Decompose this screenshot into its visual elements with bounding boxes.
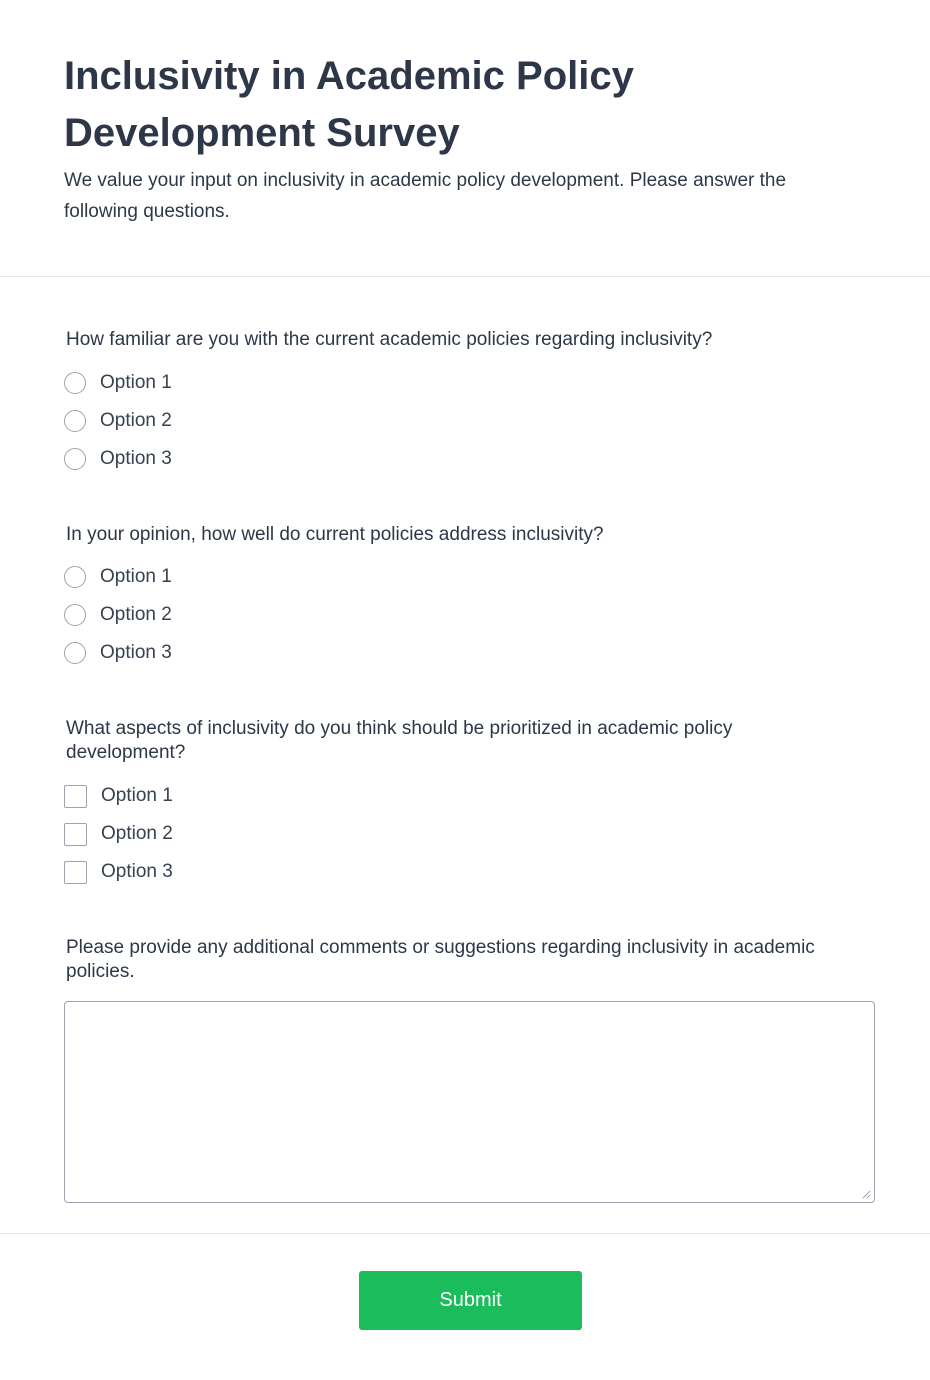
option-label: Option 2 bbox=[101, 823, 173, 844]
option-label: Option 3 bbox=[100, 642, 172, 663]
option-label: Option 2 bbox=[100, 604, 172, 625]
q2-option-1[interactable] bbox=[64, 564, 172, 590]
footer-divider bbox=[0, 1233, 930, 1234]
q3-option-3[interactable] bbox=[64, 859, 173, 885]
q1-option-1[interactable] bbox=[64, 370, 172, 396]
radio-button[interactable] bbox=[64, 642, 86, 664]
checkbox[interactable] bbox=[64, 823, 87, 846]
page-title: Inclusivity in Academic Policy Development Survey bbox=[64, 54, 634, 155]
submit-button[interactable]: Submit bbox=[359, 1271, 582, 1330]
checkbox[interactable] bbox=[64, 861, 87, 884]
comments-textarea[interactable] bbox=[64, 1001, 875, 1203]
option-label: Option 3 bbox=[101, 861, 173, 882]
q2-option-3[interactable] bbox=[64, 640, 172, 666]
question-2-text: In your opinion, how well do current policies address inclusivity? bbox=[66, 524, 604, 545]
radio-button[interactable] bbox=[64, 448, 86, 470]
option-label: Option 1 bbox=[101, 785, 173, 806]
radio-button[interactable] bbox=[64, 604, 86, 626]
option-label: Option 1 bbox=[100, 372, 172, 393]
q1-option-2[interactable] bbox=[64, 408, 172, 434]
option-label: Option 3 bbox=[100, 448, 172, 469]
question-4-text: Please provide any additional comments or suggestions regarding inclusivity in academic policies. bbox=[66, 937, 815, 982]
radio-button[interactable] bbox=[64, 566, 86, 588]
checkbox[interactable] bbox=[64, 785, 87, 808]
page-subtitle: We value your input on inclusivity in academic policy development. Please answer the following questions. bbox=[64, 170, 787, 222]
resize-handle-icon[interactable] bbox=[862, 1190, 871, 1199]
q3-option-1[interactable] bbox=[64, 783, 173, 809]
option-label: Option 2 bbox=[100, 410, 172, 431]
radio-button[interactable] bbox=[64, 372, 86, 394]
q3-option-2[interactable] bbox=[64, 821, 173, 847]
q1-option-3[interactable] bbox=[64, 446, 172, 472]
question-3-text: What aspects of inclusivity do you think should be prioritized in academic policy development? bbox=[66, 718, 733, 763]
q2-option-2[interactable] bbox=[64, 602, 172, 628]
question-1-text: How familiar are you with the current academic policies regarding inclusivity? bbox=[66, 329, 713, 350]
option-label: Option 1 bbox=[100, 566, 172, 587]
radio-button[interactable] bbox=[64, 410, 86, 432]
survey-header bbox=[0, 0, 930, 277]
